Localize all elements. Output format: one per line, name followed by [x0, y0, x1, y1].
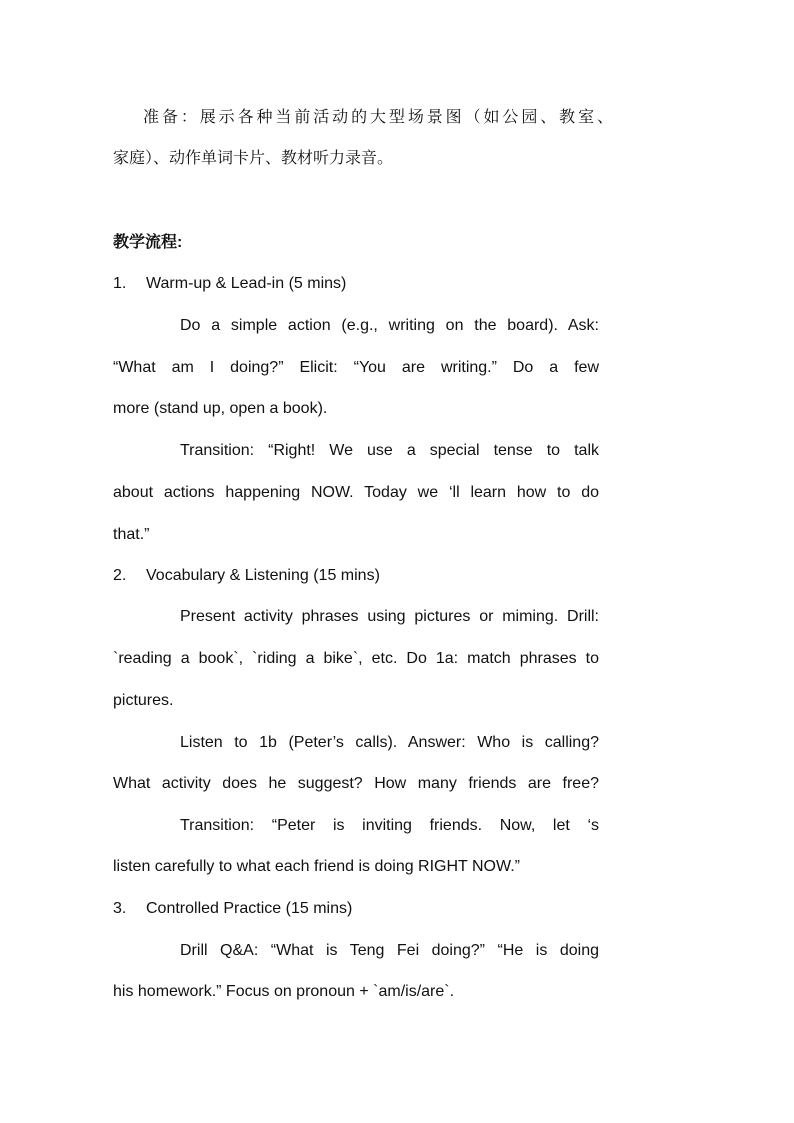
section-3-title [113, 898, 599, 920]
section-2-line-2: `reading a book`, `riding a bike`, etc. Do 1a: match phrases to [113, 650, 599, 667]
section-number: 3. [113, 900, 127, 917]
section-2-title [113, 565, 599, 587]
section-number: 2. [113, 567, 127, 584]
section-2-line-1: Present activity phrases using pictures or miming. Drill: [180, 608, 599, 625]
section-2-line-3: pictures. [113, 692, 174, 709]
section-number: 1. [113, 275, 127, 292]
section-title-text: Controlled Practice (15 mins) [146, 900, 353, 917]
section-2-line-6: Transition: “Peter is inviting friends. Now, let ‘s [180, 817, 599, 834]
section-2-line-7: listen carefully to what each friend is doing RIGHT NOW.” [113, 858, 520, 875]
section-1-line-2: “What am I doing?” Elicit: “You are writing.” Do a few [113, 359, 599, 376]
section-1-line-4: Transition: “Right! We use a special tense to talk [180, 442, 599, 459]
process-heading: 教学流程: [113, 234, 183, 251]
section-2-line-5: What activity does he suggest? How many friends are free? [113, 775, 599, 792]
section-2-line-4: Listen to 1b (Peter’s calls). Answer: Who is calling? [180, 734, 599, 751]
section-1-title [113, 273, 599, 295]
section-1-line-5: about actions happening NOW. Today we ‘ll learn how to do [113, 484, 599, 501]
section-title-text: Vocabulary & Listening (15 mins) [146, 567, 380, 584]
section-1-line-3: more (stand up, open a book). [113, 400, 328, 417]
section-3-line-2: his homework.” Focus on pronoun + `am/is/are`. [113, 983, 455, 1000]
prep-line-1: 准备：展示各种当前活动的大型场景图（如公园、教室、 [143, 109, 613, 126]
prep-line-2: 家庭）、动作单词卡片、教材听力录音。 [113, 150, 394, 167]
section-1-line-1: Do a simple action (e.g., writing on the board). Ask: [180, 317, 599, 334]
section-1-line-6: that.” [113, 526, 150, 543]
section-3-line-1: Drill Q&A: “What is Teng Fei doing?” “He is doing [180, 942, 599, 959]
section-title-text: Warm-up & Lead-in (5 mins) [146, 275, 347, 292]
